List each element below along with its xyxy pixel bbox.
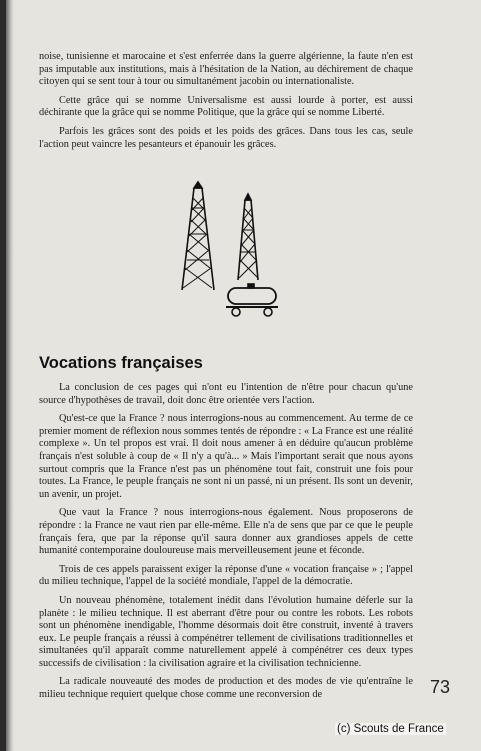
- page-number: 73: [430, 677, 451, 697]
- binding-shadow: [6, 0, 14, 751]
- book-page: [6, 0, 481, 751]
- copyright-notice: (c) Scouts de France: [337, 723, 444, 735]
- top-text-block: [39, 51, 413, 157]
- paragraph: La conclusion de ces pages qui n'ont eu l'intention de n'être pour chacun qu'une source d'hypothèses de travail, doit donc être orientée vers l'action.: [39, 382, 413, 406]
- paragraph: Qu'est-ce que la France ? nous interrogions-nous au commencement. Au terme de ce premier moment de réflexion nous sommes tentés de répondre : « La France est une réalité complexe ». Un tel propos est vrai. Il doit nous amener à en déduire qu'aucun problème français n'est soluble à coup de « Il n'y a qu'à... » Mais l'important serait que nous ayons surtout compris que la France n'est pas un phénomène tout fait, construit une fois pour toutes. La France, le peuple français ne sont ni un passé, ni un présent. Ils sont un devenir, un avenir, un projet.: [39, 413, 413, 500]
- paragraph: Parfois les grâces sont des poids et les poids des grâces. Dans tous les cas, seule l'action peut vaincre les pesanteurs et épanouir les grâces.: [39, 125, 413, 150]
- paragraph: noise, tunisienne et marocaine et s'est enferrée dans la guerre algérienne, la faute n'en est pas imputable aux institutions, mais à l'hésitation de la Nation, au déchirement de chaque citoyen qui se sent tour à tour ou simultanément jacobin ou internationaliste.: [39, 51, 413, 88]
- bottom-text-block: [39, 382, 413, 708]
- section-title: Vocations françaises: [39, 354, 203, 372]
- paragraph: Que vaut la France ? nous interrogions-nous également. Nous proposerons de répondre : la France ne vaut rien par elle-même. Elle n'a de sens que par ce que le peuple français fera, que par la réponse qu'il saura donner aux grandioses appels de cette humanité contemporaine douloureuse mais merveilleusement jeune et féconde.: [39, 507, 413, 557]
- paragraph: Un nouveau phénomène, totalement inédit dans l'évolution humaine déferle sur la planète : le milieu technique. Il est aberrant d'être pour ou contre les robots. Les robots sont un phénomène inendigable, l'homme désormais doit être construit, inventé à travers eux. Le peuple français a réussi à compénétrer tellement de civilisations traditionnelles et simultanées qu'il apparaît comme naturellement appelé à compénétrer ces deux types successifs de civilisation : la civilisation agraire et la civilisation technicienne.: [39, 594, 413, 669]
- paragraph: Trois de ces appels paraissent exiger la réponse d'une « vocation française » ; l'appel du milieu technique, l'appel de la société mondiale, l'appel de la démocratie.: [39, 563, 413, 588]
- paragraph: Cette grâce qui se nomme Universalisme est aussi lourde à porter, est aussi déchirante que la grâce qui se nomme Politique, que la grâce qui se nomme Liberté.: [39, 94, 413, 119]
- paragraph: La radicale nouveauté des modes de production et des modes de vie qu'entraîne le milieu technique requiert quelque chose comme une reconversion de: [39, 676, 413, 701]
- oil-derricks-and-tank-wagon-icon: [178, 180, 298, 320]
